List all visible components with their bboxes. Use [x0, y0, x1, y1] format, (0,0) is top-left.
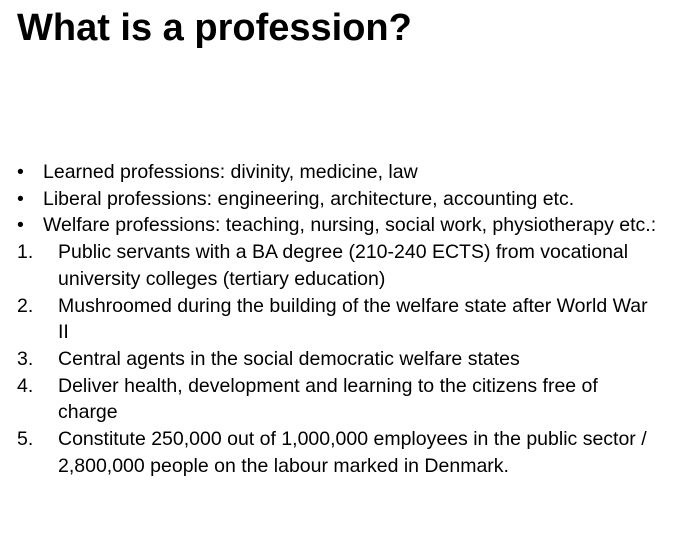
numbered-item: [17, 373, 648, 426]
number-marker: 2.: [17, 294, 34, 317]
bullet-item: [17, 212, 667, 239]
slide-title: What is a profession?: [17, 7, 412, 49]
numbered-text: Central agents in the social democratic welfare states: [58, 347, 520, 370]
bullet-marker: •: [17, 214, 24, 237]
number-marker: 1.: [17, 241, 34, 264]
number-marker: 3.: [17, 347, 34, 370]
numbered-item: [17, 293, 648, 346]
bullet-list: [17, 159, 667, 239]
slide-content: [17, 159, 667, 479]
bullet-text: Learned professions: divinity, medicine, law: [43, 161, 418, 183]
bullet-text: Liberal professions: engineering, architecture, accounting etc.: [43, 187, 575, 210]
number-marker: 5.: [17, 428, 34, 451]
numbered-item: [17, 346, 648, 373]
numbered-text: Constitute 250,000 out of 1,000,000 employees in the public sector / 2,800,000 people on the labour marked in Denmark.: [58, 428, 647, 477]
bullet-marker: •: [17, 161, 24, 183]
bullet-item: [17, 186, 667, 213]
bullet-item: [17, 159, 667, 186]
bullet-text: Welfare professions: teaching, nursing, social work, physiotherapy etc.:: [43, 214, 657, 237]
numbered-item: [17, 426, 648, 479]
numbered-text: Public servants with a BA degree (210-240 ECTS) from vocational university colleges (tertiary education): [58, 241, 629, 290]
numbered-list: [17, 239, 667, 479]
numbered-text: Mushroomed during the building of the welfare state after World War II: [58, 294, 648, 344]
number-marker: 4.: [17, 374, 34, 397]
numbered-text: Deliver health, development and learning to the citizens free of charge: [58, 374, 598, 424]
bullet-marker: •: [17, 187, 24, 210]
numbered-item: [17, 239, 648, 292]
